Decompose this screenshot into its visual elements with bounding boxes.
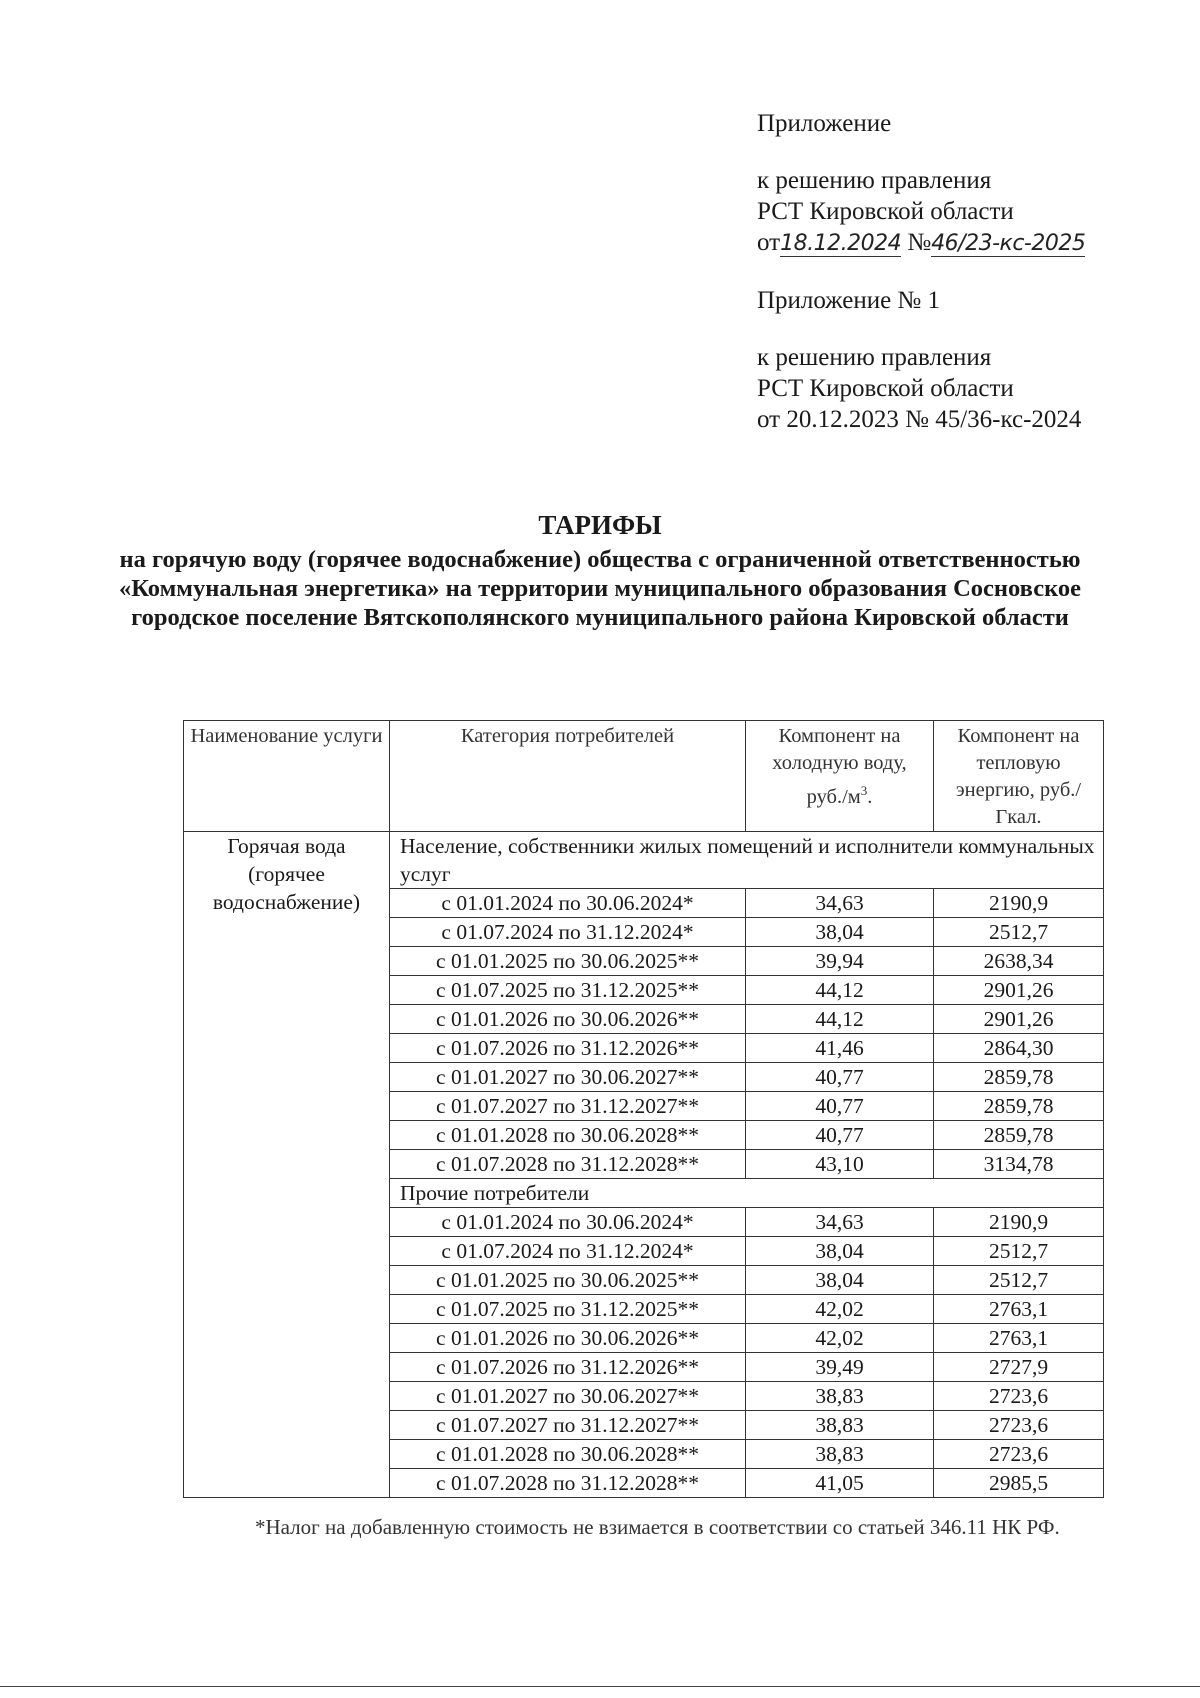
period-cell: с 01.01.2026 по 30.06.2026**	[390, 1324, 746, 1353]
heat-cell: 2638,34	[934, 947, 1104, 976]
cold-water-cell: 40,77	[746, 1121, 934, 1150]
period-cell: с 01.01.2025 по 30.06.2025**	[390, 947, 746, 976]
period-cell: с 01.07.2027 по 31.12.2027**	[390, 1411, 746, 1440]
period-cell: с 01.01.2028 по 30.06.2028**	[390, 1440, 746, 1469]
category-cell: Прочие потребители	[390, 1179, 1104, 1208]
heat-cell: 2723,6	[934, 1440, 1104, 1469]
appendix-1-authority-line: РСТ Кировской области	[757, 375, 1014, 402]
appendix-1-date-number-line: от 20.12.2023 № 45/36-кс-2024	[757, 406, 1082, 433]
document-subtitle: на горячую воду (горячее водоснабжение) общества с ограниченной ответственностью «Коммунальная энергетика» на территории муниципального образования Сосновское городское поселение Вятскополянского муниципального района Кировской области	[119, 546, 1081, 631]
service-name-cell: Горячая вода (горячее водоснабжение)	[184, 832, 390, 1498]
cold-water-cell: 38,83	[746, 1382, 934, 1411]
cold-water-cell: 41,46	[746, 1034, 934, 1063]
heat-cell: 2985,5	[934, 1469, 1104, 1498]
appendix-1-title: Приложение № 1	[757, 287, 941, 314]
period-cell: с 01.07.2026 по 31.12.2026**	[390, 1034, 746, 1063]
heat-cell: 2190,9	[934, 889, 1104, 918]
cold-water-cell: 44,12	[746, 976, 934, 1005]
appendix-date-number-line	[757, 227, 1085, 259]
cold-water-cell: 41,05	[746, 1469, 934, 1498]
appendix-block	[757, 108, 1085, 435]
category-row	[184, 832, 1104, 889]
cold-water-cell: 34,63	[746, 1208, 934, 1237]
period-cell: с 01.01.2027 по 30.06.2027**	[390, 1063, 746, 1092]
tariffs-table	[183, 720, 1104, 1498]
cold-water-cell: 38,04	[746, 1237, 934, 1266]
cold-water-cell: 42,02	[746, 1295, 934, 1324]
period-cell: с 01.07.2027 по 31.12.2027**	[390, 1092, 746, 1121]
heat-cell: 2864,30	[934, 1034, 1104, 1063]
period-cell: с 01.07.2024 по 31.12.2024*	[390, 1237, 746, 1266]
cold-water-cell: 38,83	[746, 1440, 934, 1469]
handwritten-number: 46/23-кс-2025	[931, 228, 1085, 259]
heat-cell: 2190,9	[934, 1208, 1104, 1237]
table-header-row	[184, 721, 1104, 832]
header-cold-water: Компонент на холодную воду, $руб./м^3$.	[746, 721, 934, 832]
period-cell: с 01.07.2025 по 31.12.2025**	[390, 976, 746, 1005]
heat-cell: 2901,26	[934, 1005, 1104, 1034]
heat-cell: 2901,26	[934, 976, 1104, 1005]
heat-cell: 2763,1	[934, 1324, 1104, 1353]
cold-water-cell: 38,83	[746, 1411, 934, 1440]
period-cell: с 01.01.2025 по 30.06.2025**	[390, 1266, 746, 1295]
heat-cell: 2727,9	[934, 1353, 1104, 1382]
period-cell: с 01.01.2027 по 30.06.2027**	[390, 1382, 746, 1411]
cold-water-cell: 38,04	[746, 1266, 934, 1295]
header-category: Категория потребителей	[390, 721, 746, 832]
cold-water-cell: 43,10	[746, 1150, 934, 1179]
period-cell: с 01.07.2025 по 31.12.2025**	[390, 1295, 746, 1324]
cold-water-cell: 42,02	[746, 1324, 934, 1353]
cold-water-cell: 40,77	[746, 1092, 934, 1121]
period-cell: с 01.01.2024 по 30.06.2024*	[390, 889, 746, 918]
header-service: Наименование услуги	[184, 721, 390, 832]
appendix-1-decision-line: к решению правления	[757, 344, 992, 371]
period-cell: с 01.07.2028 по 31.12.2028**	[390, 1150, 746, 1179]
document-title: ТАРИФЫ	[538, 510, 662, 540]
date-prefix: от	[757, 229, 781, 256]
appendix-title: Приложение	[757, 110, 892, 137]
heat-cell: 2512,7	[934, 918, 1104, 947]
heat-cell: 2512,7	[934, 1237, 1104, 1266]
heat-cell: 2859,78	[934, 1121, 1104, 1150]
cold-water-cell: 34,63	[746, 889, 934, 918]
heat-cell: 2763,1	[934, 1295, 1104, 1324]
header-heat: Компонент на тепловую энергию, руб./Гкал.	[934, 721, 1104, 832]
cold-water-cell: 44,12	[746, 1005, 934, 1034]
appendix-decision-line: к решению правления	[757, 167, 992, 194]
heat-cell: 3134,78	[934, 1150, 1104, 1179]
heat-cell: 2723,6	[934, 1382, 1104, 1411]
number-prefix: №	[907, 229, 932, 256]
cold-water-cell: 39,94	[746, 947, 934, 976]
footnote: *Налог на добавленную стоимость не взимается в соответствии со статьей 346.11 НК РФ.	[255, 1515, 1060, 1539]
appendix-authority-line: РСТ Кировской области	[757, 198, 1014, 225]
period-cell: с 01.07.2028 по 31.12.2028**	[390, 1469, 746, 1498]
cold-water-cell: 38,04	[746, 918, 934, 947]
period-cell: с 01.01.2026 по 30.06.2026**	[390, 1005, 746, 1034]
heat-cell: 2859,78	[934, 1092, 1104, 1121]
period-cell: с 01.01.2028 по 30.06.2028**	[390, 1121, 746, 1150]
cold-water-cell: 40,77	[746, 1063, 934, 1092]
heat-cell: 2723,6	[934, 1411, 1104, 1440]
period-cell: с 01.07.2024 по 31.12.2024*	[390, 918, 746, 947]
period-cell: с 01.07.2026 по 31.12.2026**	[390, 1353, 746, 1382]
period-cell: с 01.01.2024 по 30.06.2024*	[390, 1208, 746, 1237]
handwritten-date: 18.12.2024	[780, 228, 901, 259]
heat-cell: 2859,78	[934, 1063, 1104, 1092]
cold-water-cell: 39,49	[746, 1353, 934, 1382]
category-cell: Население, собственники жилых помещений и исполнители коммунальных услуг	[390, 832, 1104, 889]
heat-cell: 2512,7	[934, 1266, 1104, 1295]
bottom-divider	[0, 1686, 1200, 1687]
